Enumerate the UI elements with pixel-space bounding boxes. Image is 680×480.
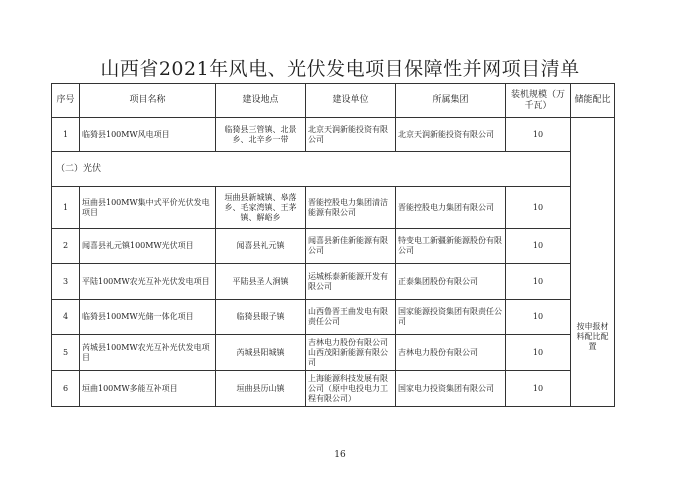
- cell-location: 垣曲县新城镇、皋落乡、毛家湾镇、王茅镇、解峪乡: [216, 187, 306, 229]
- cell-name: 平陆100MW农光互补光伏发电项目: [80, 264, 216, 300]
- page-title: 山西省2021年风电、光伏发电项目保障性并网项目清单: [100, 58, 580, 80]
- header-capacity: 装机规模（万千瓦）: [506, 84, 571, 118]
- cell-no: 2: [52, 229, 80, 264]
- cell-group: 正泰集团股份有限公司: [396, 264, 506, 300]
- header-row: [52, 84, 615, 118]
- cell-name: 垣曲县100MW集中式平价光伏发电项目: [80, 187, 216, 229]
- cell-unit: 闻喜县新佳新能源有限公司: [306, 229, 396, 264]
- table-row: [52, 229, 615, 264]
- section-row: [52, 152, 615, 187]
- cell-unit: 晋能控股电力集团清洁能源有限公司: [306, 187, 396, 229]
- cell-unit: 上海能源科技发展有限公司（原中电投电力工程有限公司）: [306, 371, 396, 407]
- cell-location: 平陆县圣人涧镇: [216, 264, 306, 300]
- header-location: 建设地点: [216, 84, 306, 118]
- table-row: [52, 300, 615, 335]
- cell-no: 1: [52, 187, 80, 229]
- header-unit: 建设单位: [306, 84, 396, 118]
- table-row: [52, 187, 615, 229]
- cell-no: 4: [52, 300, 80, 335]
- header-name: 项目名称: [80, 84, 216, 118]
- project-table: [51, 83, 615, 407]
- cell-group: 国家电力投资集团有限公司: [396, 371, 506, 407]
- cell-capacity: 10: [506, 264, 571, 300]
- cell-name: 闻喜县礼元镇100MW光伏项目: [80, 229, 216, 264]
- cell-unit: 山西鲁晋王曲发电有限责任公司: [306, 300, 396, 335]
- page-number: 16: [334, 450, 346, 460]
- cell-no: 1: [52, 118, 80, 152]
- cell-name: 芮城县100MW农光互补光伏发电项目: [80, 335, 216, 371]
- header-no: 序号: [52, 84, 80, 118]
- cell-group: 北京天润新能投资有限公司: [396, 118, 506, 152]
- storage-note: [571, 118, 615, 407]
- cell-unit: 吉林电力股份有限公司山西茂阳新能源有限公司: [306, 335, 396, 371]
- cell-location: 临猗县三管镇、北景乡、北辛乡一带: [216, 118, 306, 152]
- cell-group: 国家能源投资集团有限责任公司: [396, 300, 506, 335]
- cell-capacity: 10: [506, 335, 571, 371]
- cell-location: 垣曲县历山镇: [216, 371, 306, 407]
- cell-group: 特变电工新疆新能源股份有限公司: [396, 229, 506, 264]
- storage-note-text: 按申报材料配比配置: [576, 322, 609, 351]
- cell-capacity: 10: [506, 187, 571, 229]
- cell-unit: 北京天润新能投资有限公司: [306, 118, 396, 152]
- cell-capacity: 10: [506, 118, 571, 152]
- cell-capacity: 10: [506, 300, 571, 335]
- cell-capacity: 10: [506, 229, 571, 264]
- table-row: [52, 264, 615, 300]
- cell-unit: 运城栎泰新能源开发有限公司: [306, 264, 396, 300]
- cell-no: 6: [52, 371, 80, 407]
- table-row: [52, 335, 615, 371]
- cell-name: 临猗县100MW光储一体化项目: [80, 300, 216, 335]
- cell-group: 吉林电力股份有限公司: [396, 335, 506, 371]
- header-group: 所属集团: [396, 84, 506, 118]
- header-storage: 储能配比: [571, 84, 615, 118]
- cell-location: 闻喜县礼元镇: [216, 229, 306, 264]
- cell-group: 晋能控股电力集团有限公司: [396, 187, 506, 229]
- cell-location: 临猗县眼子镇: [216, 300, 306, 335]
- table-row: [52, 371, 615, 407]
- cell-no: 5: [52, 335, 80, 371]
- section-pv: （二）光伏: [52, 152, 571, 187]
- cell-name: 垣曲100MW多能互补项目: [80, 371, 216, 407]
- cell-no: 3: [52, 264, 80, 300]
- table-row: [52, 118, 615, 152]
- cell-name: 临猗县100MW风电项目: [80, 118, 216, 152]
- cell-location: 芮城县阳城镇: [216, 335, 306, 371]
- cell-capacity: 10: [506, 371, 571, 407]
